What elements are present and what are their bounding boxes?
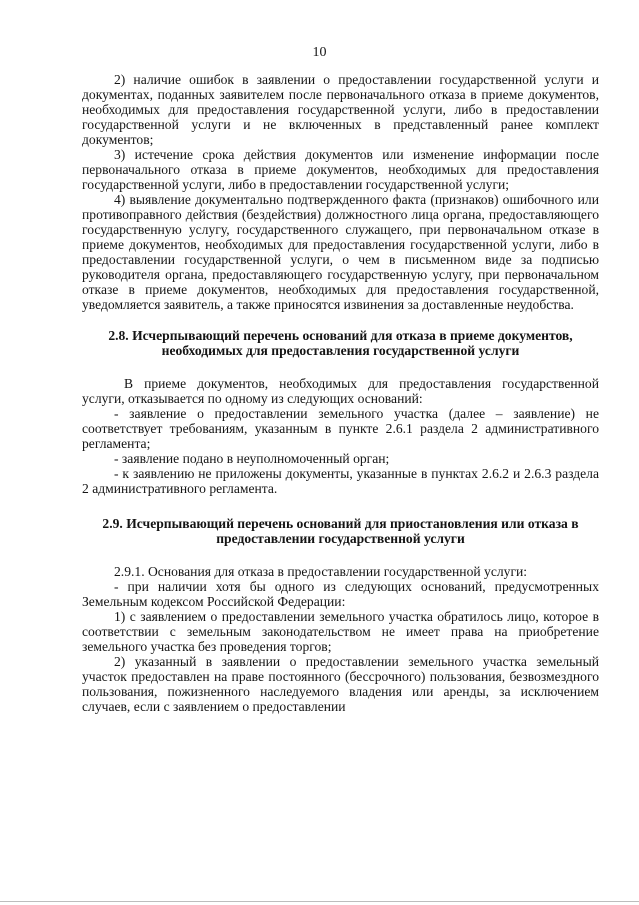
paragraph: В приеме документов, необходимых для предоставления государственной услуги, отказывается по одному из следующих оснований: [82,376,599,406]
section-heading-2-8: 2.8. Исчерпывающий перечень оснований для отказа в приеме документов, необходимых для предоставления государственной услуги [108,328,573,358]
list-item: - заявление подано в неуполномоченный орган; [114,451,390,466]
paragraph: 2.9.1. Основания для отказа в предоставлении государственной услуги: [114,564,528,579]
paragraph: 2) наличие ошибок в заявлении о предоставлении государственной услуги и документах, поданных заявителем после первоначального отказа в приеме документов, необходимых для предоставления государственной услуги, либо в предоставлении государственной услуги и не включенных в представленный ранее комплект документов; [82,72,599,147]
list-item: 1) с заявлением о предоставлении земельного участка обратилось лицо, которое в соответствии с земельным законодательством не имеет права на приобретение земельного участка без проведения торгов; [82,609,599,654]
section-heading-2-9: 2.9. Исчерпывающий перечень оснований для приостановления или отказа в предоставлении государственной услуги [102,516,579,546]
page-content [82,72,599,714]
list-item: - заявление о предоставлении земельного участка (далее – заявление) не соответствует требованиям, указанным в пункте 2.6.1 раздела 2 административного регламента; [82,406,599,451]
list-item: 2) указанный в заявлении о предоставлении земельного участка земельный участок предоставлен на праве постоянного (бессрочного) пользования, безвозмездного пользования, пожизненного наследуемого владения или аренды, за исключением случаев, если с заявлением о предоставлении [82,654,599,714]
paragraph: 3) истечение срока действия документов или изменение информации после первоначального отказа в приеме документов, необходимых для предоставления государственной услуги, либо в предоставлении государственной услуги; [82,147,599,192]
paragraph: 4) выявление документально подтвержденного факта (признаков) ошибочного или противоправного действия (бездействия) должностного лица органа, предоставляющего государственную услугу, государственного служащего, при первоначальном отказе в приеме документов, необходимых для предоставления государственной услуги, либо в предоставлении государственной услуги, о чем в письменном виде за подписью руководителя органа, предоставляющего государственную услугу, при первоначальном отказе в приеме документов, необходимых для предоставления государственной, уведомляется заявитель, а также приносятся извинения за доставленные неудобства. [82,192,599,312]
paragraph: - при наличии хотя бы одного из следующих оснований, предусмотренных Земельным кодексом Российской Федерации: [82,579,599,609]
page-number: 10 [312,45,327,60]
list-item: - к заявлению не приложены документы, указанные в пунктах 2.6.2 и 2.6.3 раздела 2 административного регламента. [82,466,599,496]
page-bottom-edge [0,901,639,902]
